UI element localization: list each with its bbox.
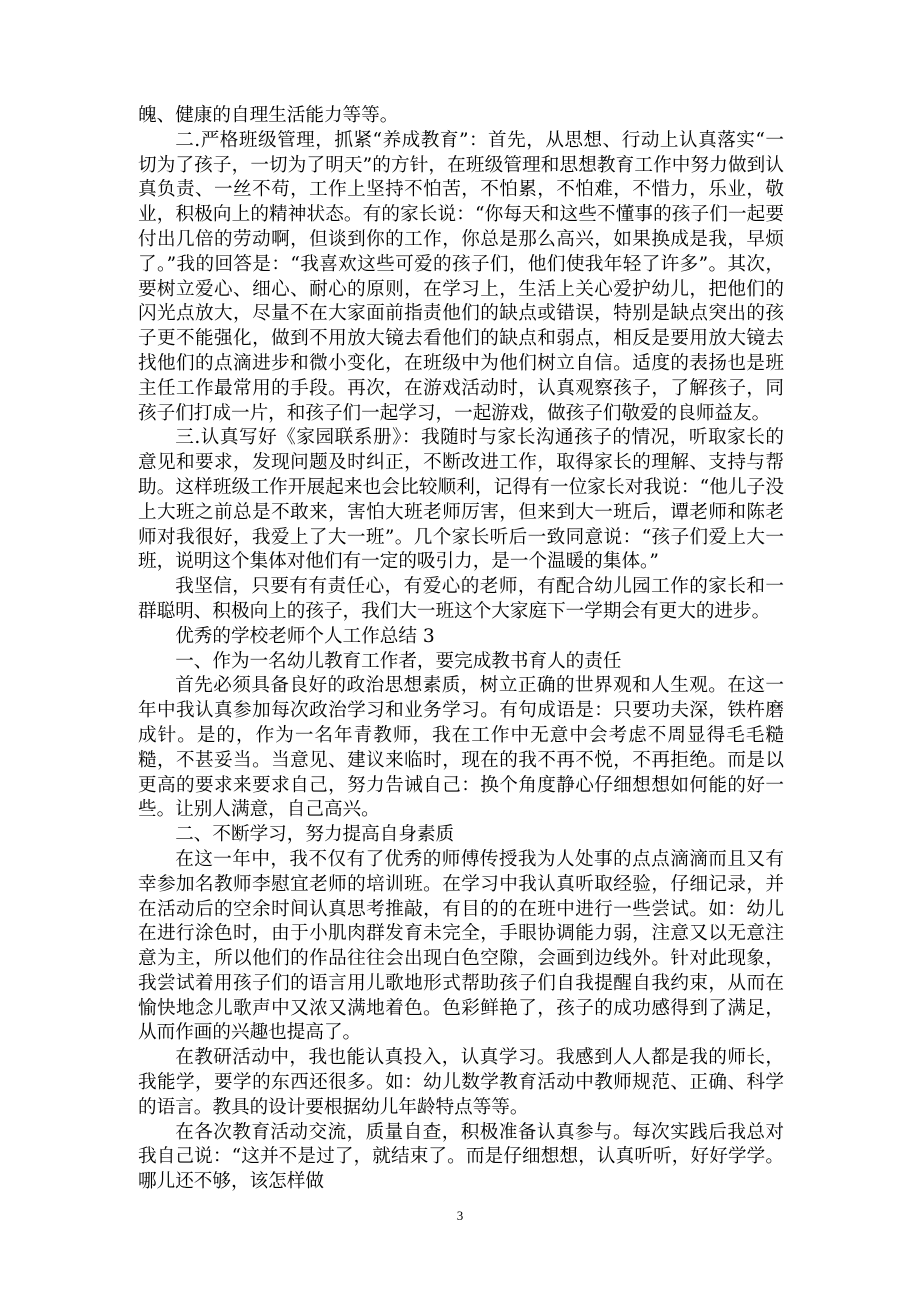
paragraph: 三.认真写好《家园联系册》：我随时与家长沟通孩子的情况，听取家长的意见和要求，发现问题及时纠正，不断改进工作，取得家长的理解、支持与帮助。这样班级工作开展起来也会比较顺利，记得有一位家长对我说：“他儿子没上大班之前总是不敢来，害怕大班老师厉害，但来到大一班后，谭老师和陈老师对我很好，我爱上了大一班”。几个家长听后一致同意说：“孩子们爱上大一班，说明这个集体对他们有一定的吸引力，是一个温暖的集体。” xyxy=(138,427,784,573)
body-text xyxy=(138,104,784,1195)
paragraph: 我坚信，只要有有责任心，有爱心的老师，有配合幼儿园工作的家长和一群聪明、积极向上的孩子，我们大一班这个大家庭下一学期会有更大的进步。 xyxy=(138,576,784,622)
paragraph: 在各次教育活动交流，质量自查，积极准备认真参与。每次实践后我总对我自己说：“这并不是过了，就结束了。而是仔细想想，认真听听，好好学学。哪儿还不够，该怎样做 xyxy=(138,1121,784,1193)
paragraph: 优秀的学校老师个人工作总结 3 xyxy=(175,625,435,647)
paragraph: 二.严格班级管理，抓紧“养成教育”：首先，从思想、行动上认真落实“一切为了孩子，一切为了明天”的方针，在班级管理和思想教育工作中努力做到认真负责、一丝不苟，工作上坚持不怕苦，不怕累，不怕难，不惜力，乐业，敬业，积极向上的精神状态。有的家长说：“你每天和这些不懂事的孩子们一起要付出几倍的劳动啊，但谈到你的工作，你总是那么高兴，如果换成是我，早烦了。”我的回答是：“我喜欢这些可爱的孩子们，他们使我年轻了许多”。其次，要树立爱心、细心、耐心的原则，在学习上，生活上关心爱护幼儿，把他们的闪光点放大，尽量不在大家面前指责他们的缺点或错误，特别是缺点突出的孩子更不能强化，做到不用放大镜去看他们的缺点和弱点，相反是要用放大镜去找他们的点滴进步和微小变化，在班级中为他们树立自信。适度的表扬也是班主任工作最常用的手段。再次，在游戏活动时，认真观察孩子，了解孩子，同孩子们打成一片，和孩子们一起学习，一起游戏，做孩子们敬爱的良师益友。 xyxy=(138,129,784,424)
paragraph: 二、不断学习，努力提高自身素质 xyxy=(175,824,455,846)
paragraph: 魄、健康的自理生活能力等等。 xyxy=(138,105,399,126)
paragraph: 一、作为一名幼儿教育工作者，要完成教书育人的责任 xyxy=(175,650,622,672)
paragraph: 在教研活动中，我也能认真投入，认真学习。我感到人人都是我的师长，我能学，要学的东西还很多。如：幼儿数学教育活动中教师规范、正确、科学的语言。教具的设计要根据幼儿年龄特点等等。 xyxy=(138,1047,784,1118)
paragraph: 首先必须具备良好的政治思想素质，树立正确的世界观和人生观。在这一年中我认真参加每次政治学习和业务学习。有句成语是：只要功夫深，铁杵磨成针。是的，作为一名年青教师，我在工作中无意中会考虑不周显得毛毛糙糙，不甚妥当。当意见、建议来临时，现在的我不再不悦，不再拒绝。而是以更高的要求来要求自己，努力告诫自己：换个角度静心仔细想想如何能的好一些。让别人满意，自己高兴。 xyxy=(138,675,784,821)
paragraph: 在这一年中，我不仅有了优秀的师傅传授我为人处事的点点滴滴而且又有幸参加名教师李慰宜老师的培训班。在学习中我认真听取经验，仔细记录，并在活动后的空余时间认真思考推敲，有目的的在班中进行一些尝试。如：幼儿在进行涂色时，由于小肌肉群发育未完全，手眼协调能力弱，注意又以无意注意为主，所以他们的作品往往会出现白色空隙，会画到边线外。针对此现象，我尝试着用孩子们的语言用儿歌地形式帮助孩子们自我提醒自我约束，从而在愉快地念儿歌声中又浓又满地着色。色彩鲜艳了，孩子的成功感得到了满足，从而作画的兴趣也提高了。 xyxy=(138,848,784,1044)
page-number: 3 xyxy=(456,1208,464,1223)
